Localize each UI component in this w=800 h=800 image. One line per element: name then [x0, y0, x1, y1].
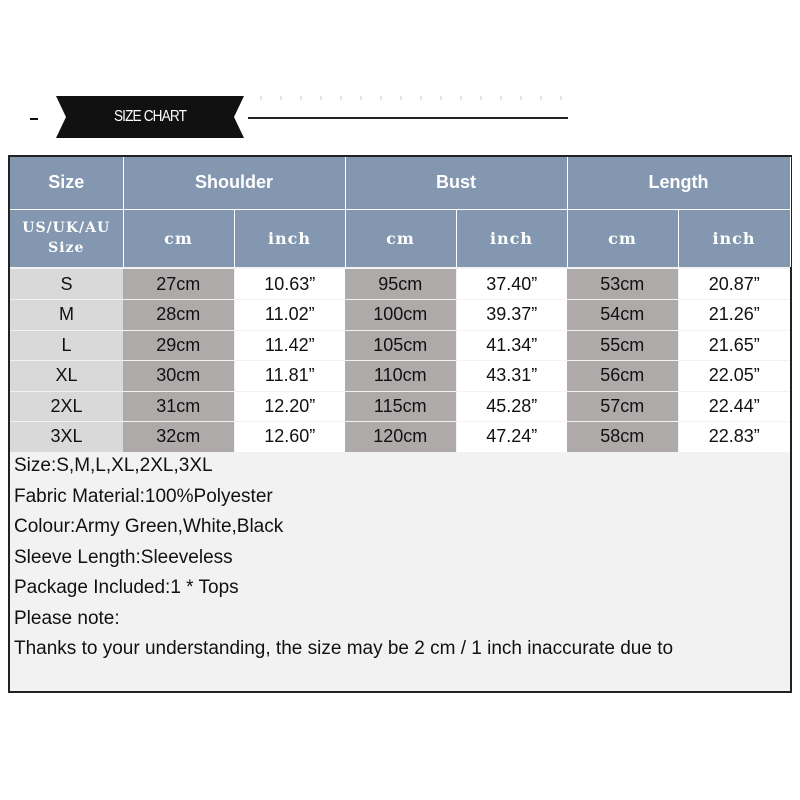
header-bust: Bust: [345, 157, 567, 209]
cell-bust-cm: 115cm: [345, 391, 456, 422]
subheader-size: [10, 209, 123, 267]
cell-shoulder-inch: 10.63”: [234, 269, 345, 300]
cell-bust-inch: 41.34”: [456, 330, 567, 361]
table-subheader-row: [10, 209, 790, 267]
table-row: [10, 361, 790, 392]
banner-title: SIZE CHART: [113, 108, 187, 125]
table-row: [10, 391, 790, 422]
cell-length-cm: 57cm: [567, 391, 678, 422]
note-disclaimer: Thanks to your understanding, the size may be 2 cm / 1 inch inaccurate due to: [14, 638, 674, 659]
cell-size: 2XL: [10, 391, 123, 422]
note-fabric: Fabric Material:100%Polyester: [14, 485, 273, 507]
banner-dotted-line: [240, 96, 570, 100]
cell-shoulder-inch: 12.20”: [234, 391, 345, 422]
cell-length-cm: 55cm: [567, 330, 678, 361]
cell-length-inch: 20.87”: [678, 269, 790, 300]
cell-length-inch: 22.44”: [678, 391, 790, 422]
cell-length-cm: 56cm: [567, 361, 678, 392]
cell-size: M: [10, 300, 123, 331]
banner-dash: [30, 118, 38, 120]
cell-bust-inch: 37.40”: [456, 269, 567, 300]
cell-length-cm: 58cm: [567, 422, 678, 453]
cell-size: XL: [10, 361, 123, 392]
cell-shoulder-cm: 28cm: [123, 300, 234, 331]
cell-shoulder-cm: 30cm: [123, 361, 234, 392]
cell-length-inch: 22.05”: [678, 361, 790, 392]
product-notes: [14, 451, 784, 665]
cell-shoulder-cm: 27cm: [123, 269, 234, 300]
table-row: [10, 422, 790, 453]
cell-shoulder-inch: 11.81”: [234, 361, 345, 392]
cell-bust-cm: 120cm: [345, 422, 456, 453]
cell-length-inch: 22.83”: [678, 422, 790, 453]
size-table: [10, 157, 791, 453]
table-header-row: [10, 157, 790, 209]
cell-size: S: [10, 269, 123, 300]
cell-length-cm: 54cm: [567, 300, 678, 331]
subheader-size-line2: Size: [48, 240, 85, 257]
cell-bust-inch: 45.28”: [456, 391, 567, 422]
cell-bust-inch: 39.37”: [456, 300, 567, 331]
cell-shoulder-cm: 32cm: [123, 422, 234, 453]
cell-bust-cm: 100cm: [345, 300, 456, 331]
subheader-shoulder-cm: cm: [123, 209, 234, 267]
header-length: Length: [567, 157, 790, 209]
cell-bust-cm: 105cm: [345, 330, 456, 361]
cell-shoulder-cm: 29cm: [123, 330, 234, 361]
note-please-note: Please note:: [14, 607, 120, 629]
cell-bust-cm: 95cm: [345, 269, 456, 300]
cell-bust-inch: 43.31”: [456, 361, 567, 392]
cell-bust-inch: 47.24”: [456, 422, 567, 453]
cell-size: 3XL: [10, 422, 123, 453]
note-sleeve: Sleeve Length:Sleeveless: [14, 546, 233, 568]
size-chart-banner: [56, 96, 244, 138]
table-row: [10, 269, 790, 300]
header-size: Size: [10, 157, 123, 209]
note-package: Package Included:1 * Tops: [14, 577, 239, 598]
cell-size: L: [10, 330, 123, 361]
cell-length-inch: 21.26”: [678, 300, 790, 331]
cell-shoulder-cm: 31cm: [123, 391, 234, 422]
subheader-shoulder-inch: inch: [234, 209, 345, 267]
table-row: [10, 300, 790, 331]
cell-shoulder-inch: 11.42”: [234, 330, 345, 361]
subheader-size-line1: US/UK/AU: [22, 220, 111, 237]
note-colour: Colour:Army Green,White,Black: [14, 516, 284, 537]
cell-shoulder-inch: 12.60”: [234, 422, 345, 453]
cell-length-cm: 53cm: [567, 269, 678, 300]
subheader-length-cm: cm: [567, 209, 678, 267]
subheader-bust-inch: inch: [456, 209, 567, 267]
header-shoulder: Shoulder: [123, 157, 345, 209]
cell-shoulder-inch: 11.02”: [234, 300, 345, 331]
cell-length-inch: 21.65”: [678, 330, 790, 361]
cell-bust-cm: 110cm: [345, 361, 456, 392]
subheader-bust-cm: cm: [345, 209, 456, 267]
banner-rule: [248, 117, 568, 119]
note-sizes: Size:S,M,L,XL,2XL,3XL: [14, 455, 213, 476]
size-chart-panel: [8, 155, 792, 693]
table-row: [10, 330, 790, 361]
subheader-length-inch: inch: [678, 209, 790, 267]
